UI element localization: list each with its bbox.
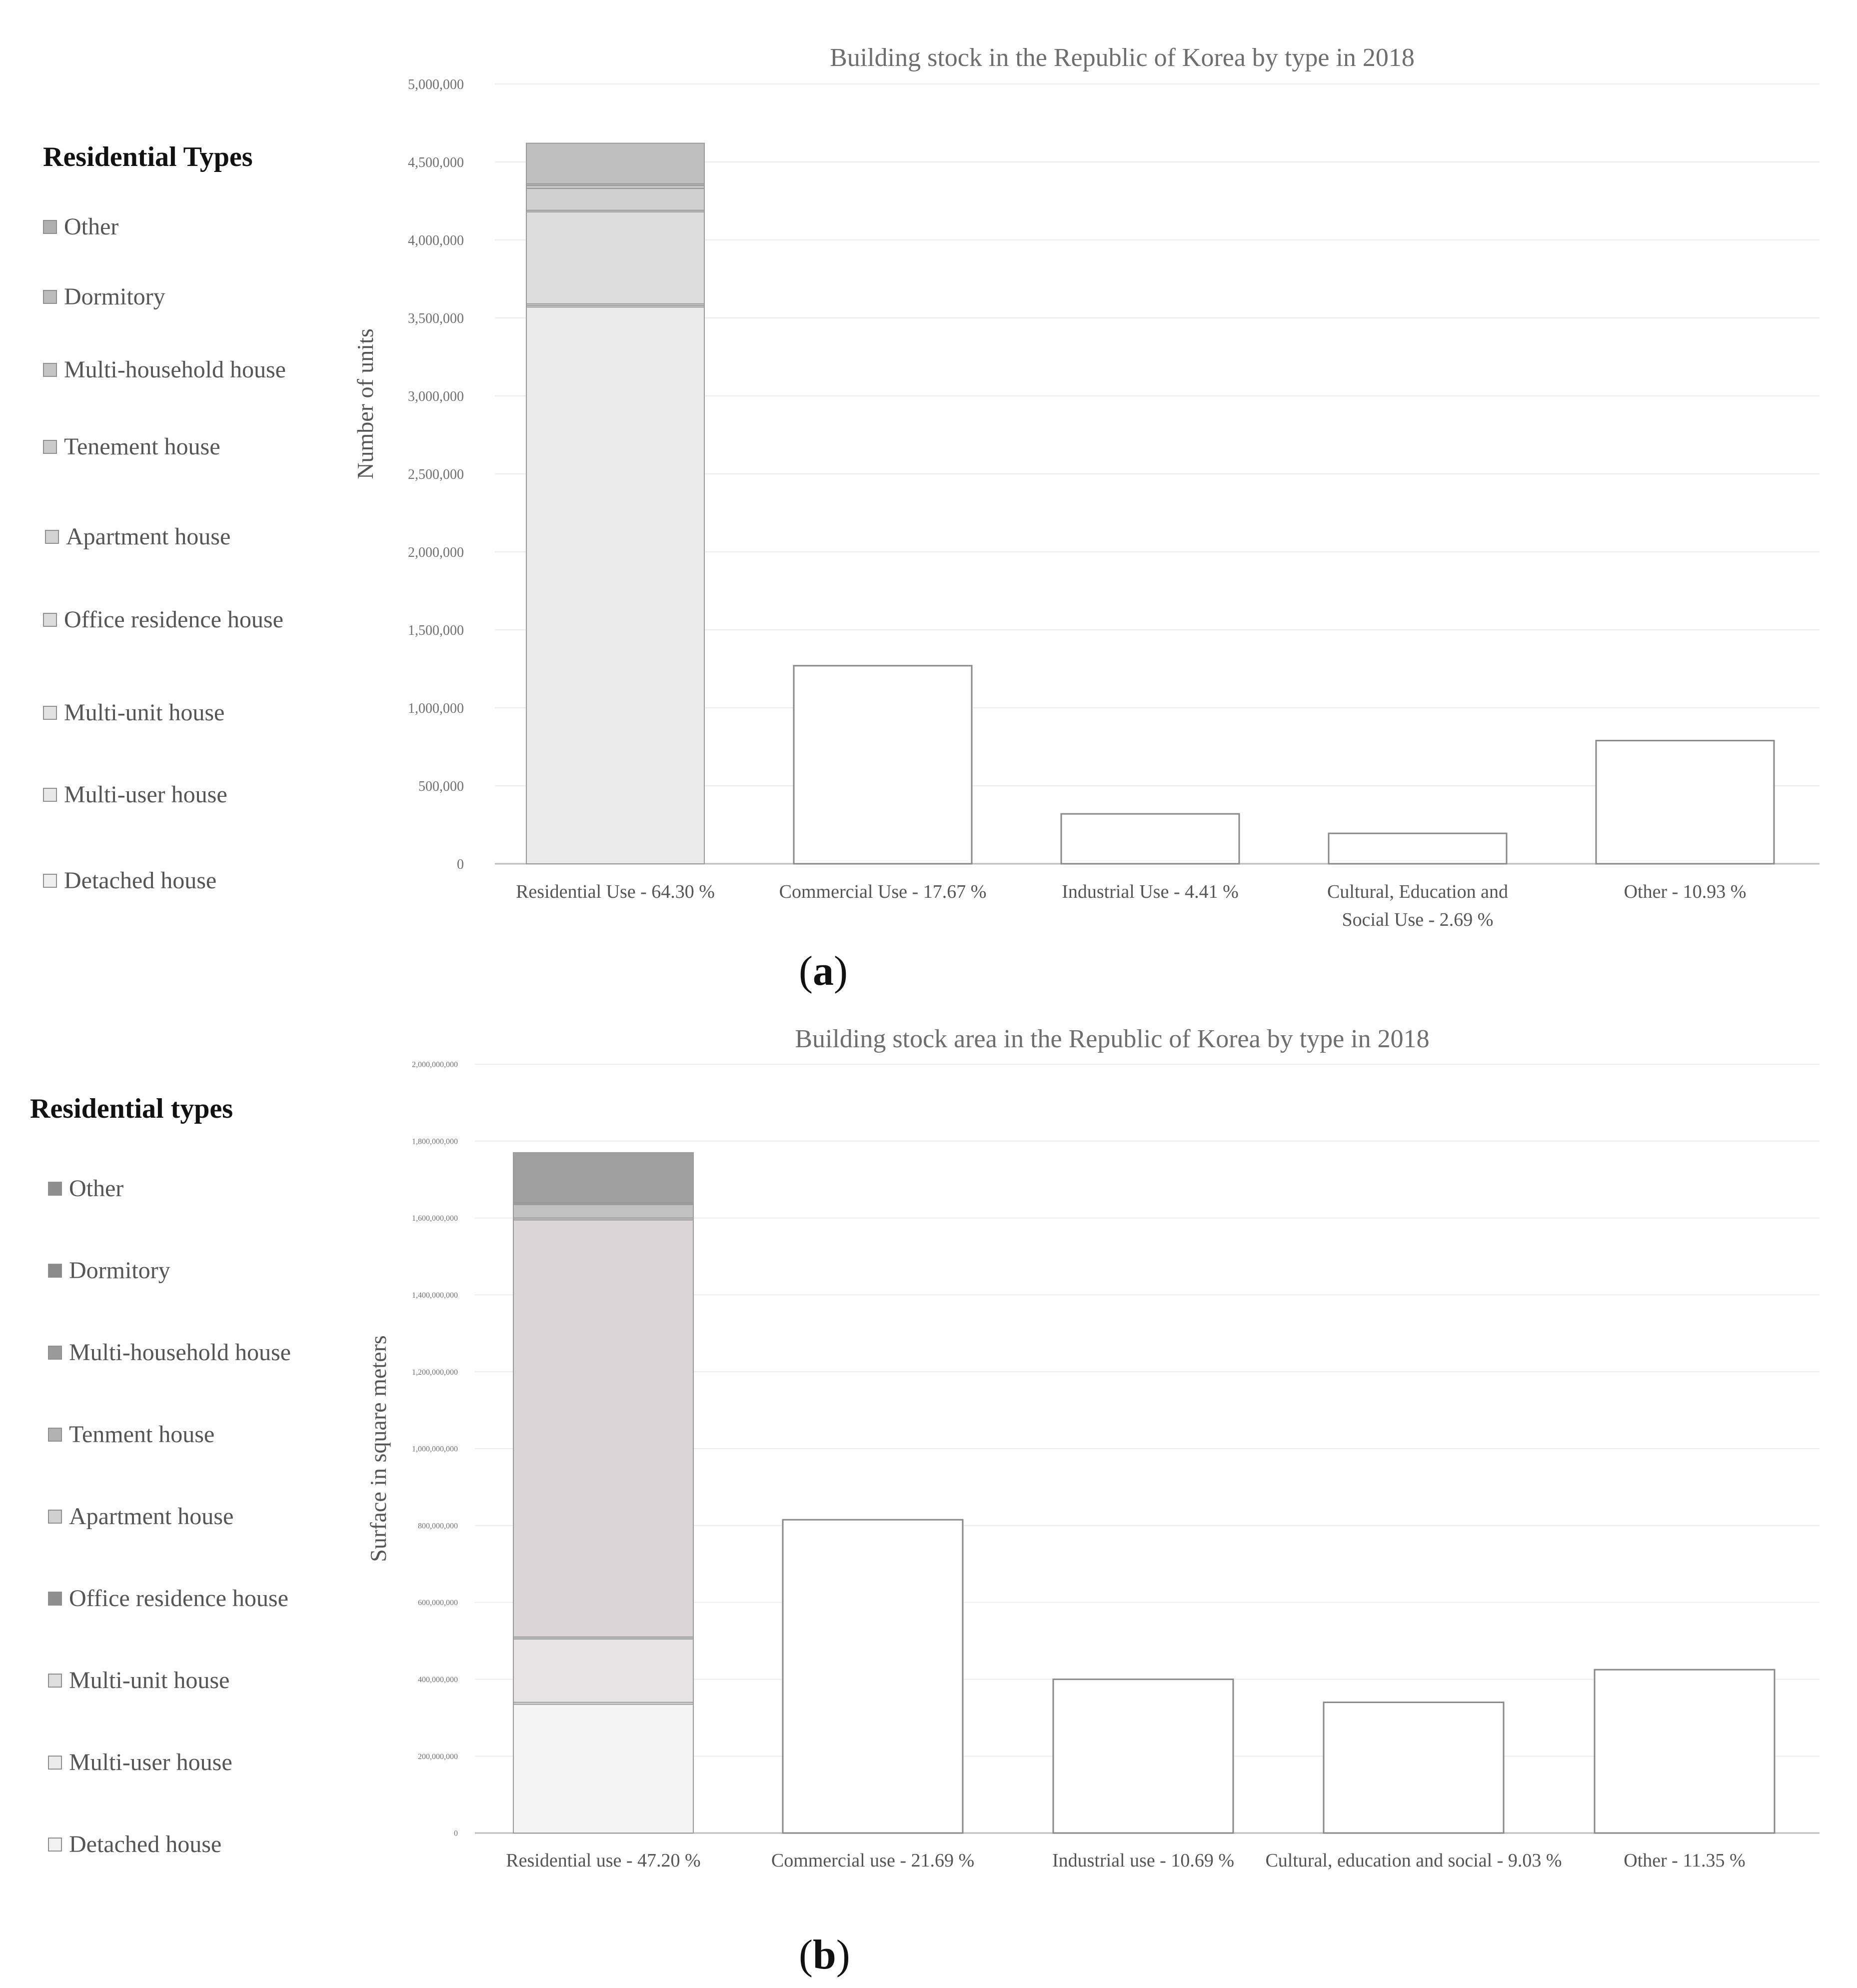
y-tick-label: 3,000,000 <box>408 388 464 404</box>
stack-segment <box>513 1205 693 1218</box>
bar <box>794 666 972 864</box>
stack-segment <box>513 1704 693 1833</box>
panel-letter-b: (b) <box>799 1932 850 1978</box>
y-tick-label: 1,000,000,000 <box>412 1445 458 1454</box>
legend-label: Multi-household house <box>69 1339 291 1366</box>
x-tick-label: Social Use - 2.69 % <box>1342 909 1494 930</box>
y-tick-label: 400,000,000 <box>418 1676 458 1684</box>
legend-label: Multi-user house <box>69 1749 232 1776</box>
stack-segment <box>526 212 704 304</box>
stack-segment <box>513 1153 693 1203</box>
x-tick-label: Other - 10.93 % <box>1624 881 1747 902</box>
y-tick-label: 200,000,000 <box>418 1752 458 1761</box>
y-tick-label: 1,200,000,000 <box>412 1368 458 1377</box>
stack-segment <box>526 188 704 210</box>
y-tick-label: 1,400,000,000 <box>412 1291 458 1300</box>
legend-label: Dormitory <box>64 283 165 310</box>
legend-label: Dormitory <box>69 1257 170 1284</box>
legend-label: Office residence house <box>69 1585 288 1612</box>
legend-label: Tenement house <box>64 433 220 460</box>
x-tick-label: Residential Use - 64.30 % <box>516 881 715 902</box>
legend-label: Apartment house <box>66 523 231 550</box>
legend-label: Multi-user house <box>64 781 227 808</box>
y-tick-label: 0 <box>457 856 464 872</box>
y-tick-label: 600,000,000 <box>418 1599 458 1608</box>
x-tick-label: Other - 11.35 % <box>1624 1850 1746 1871</box>
legend-title: Residential Types <box>43 141 253 172</box>
y-tick-label: 2,000,000 <box>408 544 464 560</box>
bar <box>1053 1679 1233 1833</box>
legend-label: Office residence house <box>64 606 283 633</box>
legend-label: Other <box>69 1175 124 1202</box>
bar <box>1324 1703 1504 1833</box>
bar <box>1596 741 1774 864</box>
x-tick-label: Cultural, education and social - 9.03 % <box>1265 1850 1562 1871</box>
bar <box>1329 833 1507 864</box>
y-tick-label: 3,500,000 <box>408 310 464 326</box>
x-tick-label: Industrial Use - 4.41 % <box>1062 881 1239 902</box>
chart-title: Building stock area in the Republic of Korea by type in 2018 <box>795 1025 1430 1053</box>
y-tick-label: 2,000,000,000 <box>412 1060 458 1069</box>
legend-label: Detached house <box>69 1831 222 1858</box>
stack-segment <box>526 143 704 184</box>
y-axis-label: Number of units <box>352 328 378 479</box>
legend-label: Apartment house <box>69 1503 234 1530</box>
y-axis-label: Surface in square meters <box>365 1335 391 1562</box>
y-tick-label: 2,500,000 <box>408 466 464 482</box>
bar <box>1061 814 1239 864</box>
y-tick-label: 1,000,000 <box>408 700 464 716</box>
legend-label: Multi-unit house <box>64 699 225 726</box>
y-tick-label: 800,000,000 <box>418 1522 458 1531</box>
panel-letter-a: (a) <box>799 948 848 994</box>
bar <box>1595 1670 1775 1833</box>
x-tick-label: Cultural, Education and <box>1327 881 1508 902</box>
legend-label: Other <box>64 213 119 240</box>
y-tick-label: 1,600,000,000 <box>412 1214 458 1223</box>
y-tick-label: 1,500,000 <box>408 622 464 638</box>
chart-title: Building stock in the Republic of Korea by type in 2018 <box>830 43 1415 72</box>
y-tick-label: 5,000,000 <box>408 76 464 92</box>
legend-label: Multi-household house <box>64 356 286 383</box>
y-tick-label: 1,800,000,000 <box>412 1137 458 1146</box>
stack-segment <box>513 1220 693 1637</box>
stack-segment <box>526 307 704 864</box>
y-tick-label: 4,000,000 <box>408 232 464 248</box>
y-tick-label: 500,000 <box>418 778 464 794</box>
legend-label: Tenment house <box>69 1421 215 1448</box>
x-tick-label: Residential use - 47.20 % <box>506 1850 701 1871</box>
x-tick-label: Industrial use - 10.69 % <box>1052 1850 1235 1871</box>
y-tick-label: 4,500,000 <box>408 154 464 170</box>
legend-title: Residential types <box>30 1093 233 1124</box>
x-tick-label: Commercial Use - 17.67 % <box>779 881 987 902</box>
stack-segment <box>513 1639 693 1703</box>
legend-label: Multi-unit house <box>69 1667 230 1694</box>
bar <box>783 1520 963 1833</box>
legend-label: Detached house <box>64 867 217 894</box>
y-tick-label: 0 <box>454 1829 458 1838</box>
x-tick-label: Commercial use - 21.69 % <box>771 1850 975 1871</box>
